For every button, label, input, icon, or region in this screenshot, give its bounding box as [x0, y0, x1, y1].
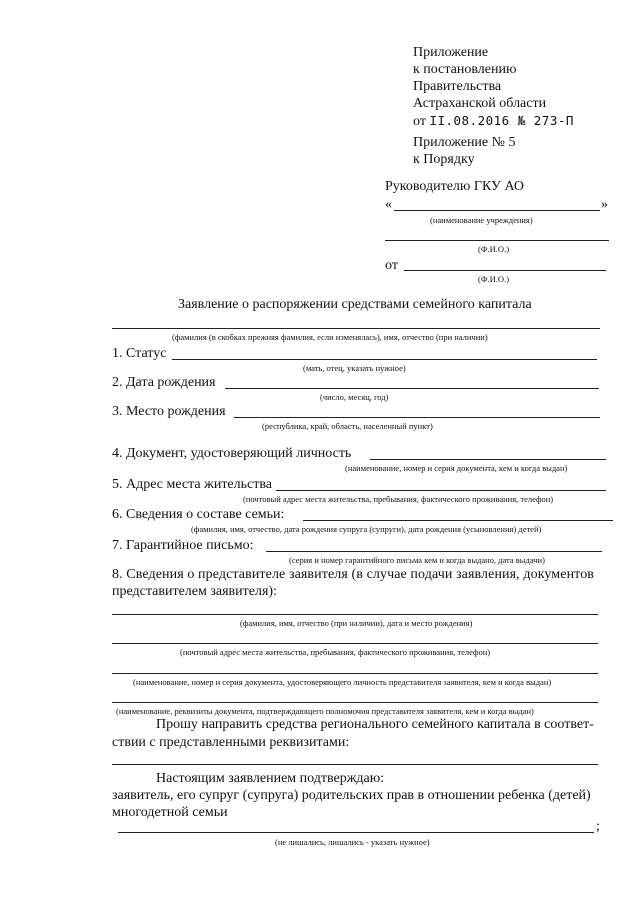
- requisites-line[interactable]: [112, 764, 598, 765]
- addressee-fio-caption: (Ф.И.О.): [478, 244, 510, 254]
- appendix-date-stamp: II.08.2016 № 273-П: [429, 113, 574, 128]
- appendix-line-1: Приложение: [413, 45, 489, 60]
- family-line[interactable]: [303, 520, 613, 521]
- birth-place-caption: (республика, край, область, населенный пункт): [262, 421, 433, 431]
- appendix-line-4: Астраханской области: [413, 96, 547, 111]
- status-caption: (мать, отец, указать нужное): [303, 363, 406, 373]
- id-document-caption: (наименование, номер и серия документа, кем и когда выдан): [345, 463, 568, 473]
- representative-authority-caption: (наименование, реквизиты документа, подтверждающего полномочия представителя заявителя, кем и когда выдан): [116, 706, 534, 716]
- guarantee-caption: (серия и номер гарантийного письма кем и когда выдано, дата выдачи): [289, 555, 545, 565]
- institution-caption: (наименование учреждения): [430, 215, 533, 225]
- representative-address-caption: (почтовый адрес места жительства, пребывания, фактического проживания, телефон): [180, 647, 491, 657]
- confirm-line-1: Настоящим заявлением подтверждаю:: [156, 771, 385, 786]
- birth-date-label: 2. Дата рождения: [112, 375, 216, 390]
- confirm-semicolon: ;: [596, 819, 600, 834]
- appendix-line-6: Приложение № 5: [413, 135, 516, 150]
- from-label: от: [385, 258, 398, 273]
- id-document-label: 4. Документ, удостоверяющий личность: [112, 446, 352, 461]
- representative-address-line[interactable]: [112, 643, 598, 644]
- appendix-line-2: к постановлению: [413, 62, 517, 77]
- representative-label-1: 8. Сведения о представителе заявителя (в случае подачи заявления, документов: [112, 567, 595, 582]
- birth-place-label: 3. Место рождения: [112, 404, 226, 419]
- appendix-line-5: [413, 112, 574, 130]
- birth-date-line[interactable]: [225, 388, 599, 389]
- status-line[interactable]: [172, 359, 597, 360]
- parental-rights-line[interactable]: [118, 832, 594, 833]
- representative-id-line[interactable]: [112, 673, 598, 674]
- family-label: 6. Сведения о составе семьи:: [112, 507, 285, 522]
- address-label: 5. Адрес места жительства: [112, 477, 272, 492]
- birth-place-line[interactable]: [234, 417, 600, 418]
- address-line[interactable]: [276, 490, 606, 491]
- sender-fio-caption: (Ф.И.О.): [478, 274, 510, 284]
- confirm-line-2: заявитель, его супруг (супруга) родительских прав в отношении ребенка (детей): [112, 788, 591, 803]
- appendix-line-7: к Порядку: [413, 152, 475, 167]
- representative-authority-line[interactable]: [112, 702, 598, 703]
- representative-fio-caption: (фамилия, имя, отчество (при наличии), дата и место рождения): [240, 618, 473, 628]
- guarantee-line[interactable]: [266, 551, 602, 552]
- quote-close: »: [601, 197, 608, 212]
- request-line-1: Прошу направить средства регионального семейного капитала в соответ-: [156, 717, 594, 732]
- document-title: Заявление о распоряжении средствами семейного капитала: [178, 297, 532, 312]
- confirm-line-3: многодетной семьи: [112, 805, 228, 820]
- applicant-name-line[interactable]: [112, 328, 600, 329]
- id-document-line[interactable]: [370, 459, 606, 460]
- birth-date-caption: (число, месяц, год): [320, 392, 389, 402]
- family-caption: (фамилия, имя, отчество, дата рождения супруга (супруги), дата рождения (усыновления) детей): [191, 524, 542, 534]
- addressee-head: Руководителю ГКУ АО: [385, 179, 524, 194]
- institution-line[interactable]: [394, 210, 600, 211]
- representative-fio-line[interactable]: [112, 614, 598, 615]
- appendix-date-prefix: от: [413, 114, 426, 129]
- representative-id-caption: (наименование, номер и серия документа, удостоверяющего личность представителя заявителя, кем и когда выдан): [133, 677, 552, 687]
- request-line-2: ствии с представленными реквизитами:: [112, 735, 350, 750]
- sender-fio-line[interactable]: [404, 270, 606, 271]
- applicant-name-caption: (фамилия (в скобках прежняя фамилия, если изменялась), имя, отчество (при наличии): [172, 332, 488, 342]
- guarantee-label: 7. Гарантийное письмо:: [112, 538, 254, 553]
- parental-rights-caption: (не лишались, лишались - указать нужное): [275, 837, 430, 847]
- representative-label-2: представителем заявителя):: [112, 584, 277, 599]
- status-label: 1. Статус: [112, 346, 167, 361]
- addressee-fio-line[interactable]: [385, 240, 609, 241]
- appendix-line-3: Правительства: [413, 79, 502, 94]
- quote-open: «: [385, 197, 392, 212]
- address-caption: (почтовый адрес места жительства, пребывания, фактического проживания, телефон): [243, 494, 554, 504]
